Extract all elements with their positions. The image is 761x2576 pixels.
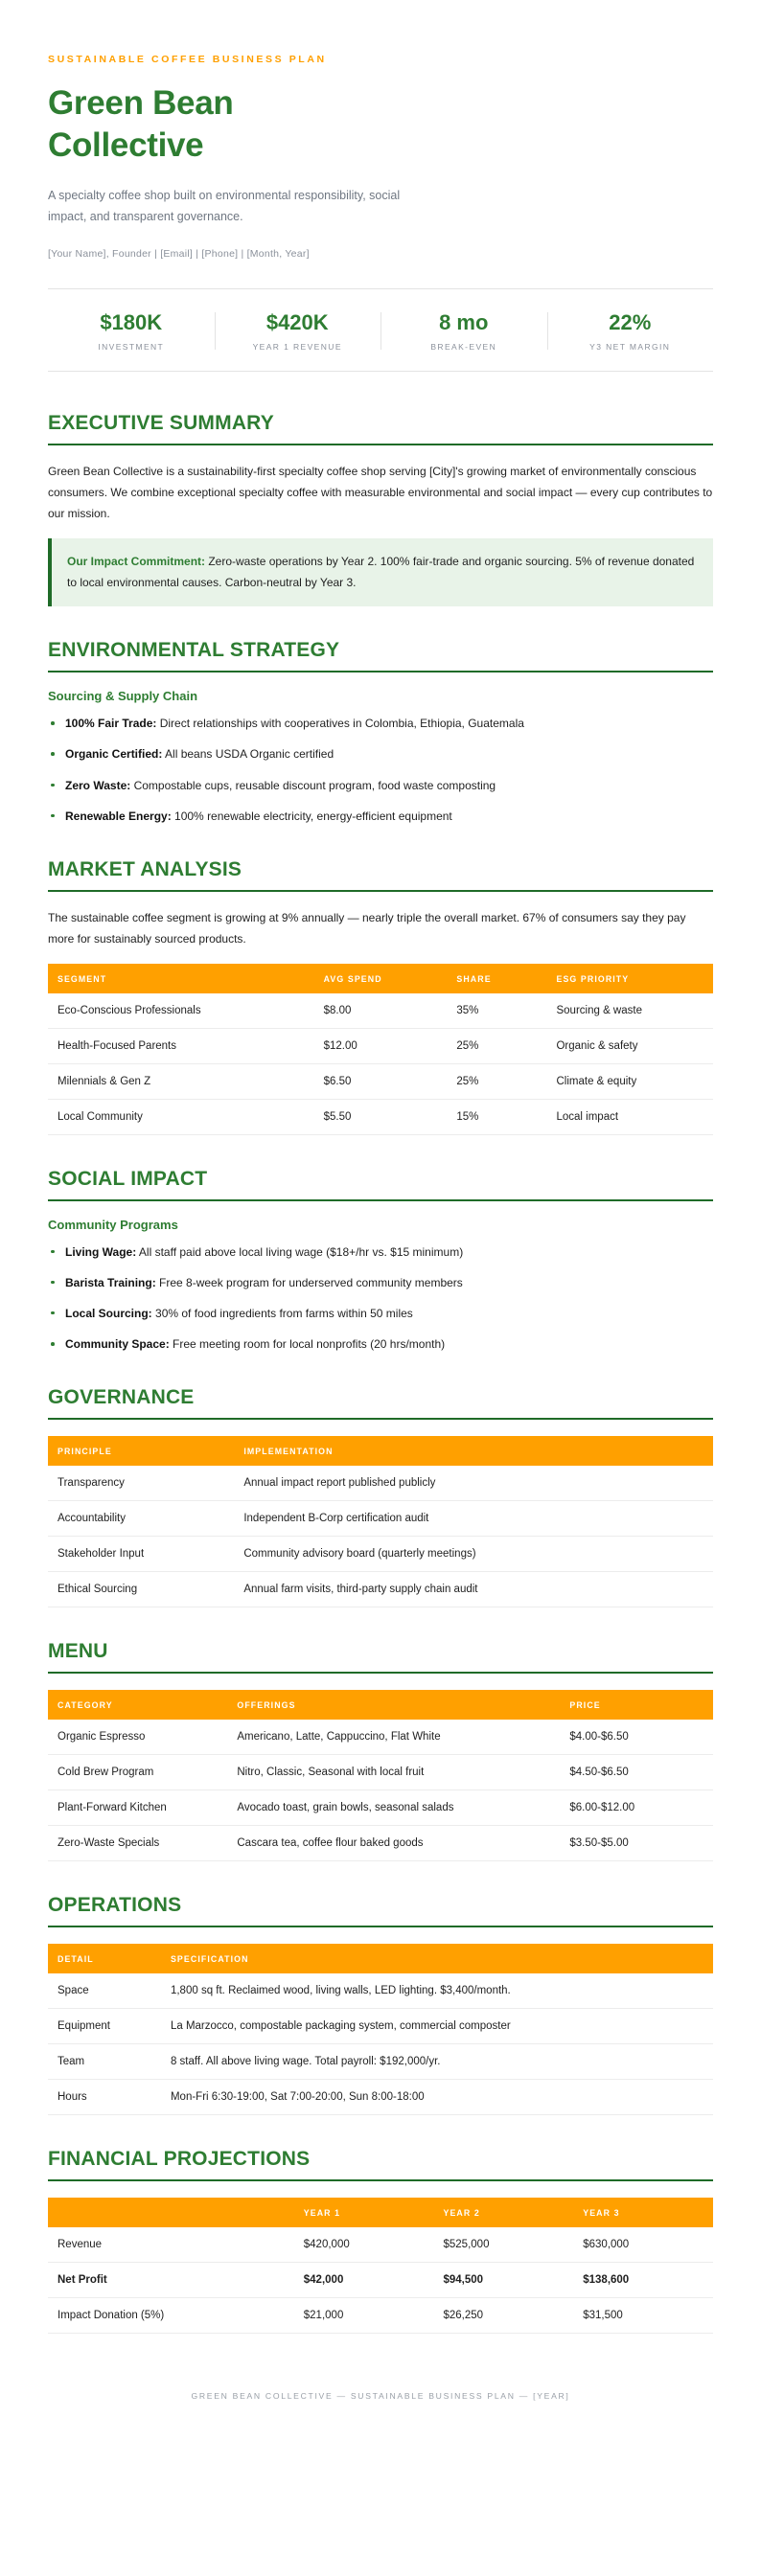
table-row (48, 1028, 713, 1063)
table-cell: Ethical Sourcing (48, 1572, 234, 1607)
table-cell: Space (48, 1973, 161, 2009)
menu-table (48, 1690, 713, 1861)
column-header: PRINCIPLE (48, 1436, 234, 1466)
page-title: Green Bean Collective (48, 84, 234, 165)
section-heading: OPERATIONS (48, 1894, 182, 1917)
table-row (48, 2009, 713, 2044)
list-item (48, 1274, 713, 1292)
section-heading: EXECUTIVE SUMMARY (48, 412, 274, 435)
bullet-label: Community Space: (65, 1337, 170, 1352)
environmental-bullet-list (48, 715, 713, 826)
section-divider (48, 1672, 713, 1674)
table-row (48, 1755, 713, 1790)
bullet-label: Zero Waste: (65, 778, 131, 792)
table-cell: $420,000 (294, 2227, 434, 2263)
market-segments-table (48, 964, 713, 1135)
section-divider (48, 2179, 713, 2181)
document-footer: GREEN BEAN COLLECTIVE — SUSTAINABLE BUSINESS PLAN — [YEAR] (191, 2391, 570, 2402)
callout-text: Zero-waste operations by Year 2. 100% fair-trade and organic sourcing. 5% of revenue donated to local environmental causes. Carbon-neutral by Year 3. (67, 554, 695, 589)
table-cell: La Marzocco, compostable packaging system, commercial composter (161, 2009, 713, 2044)
bullet-label: Barista Training: (65, 1275, 156, 1289)
table-row (48, 993, 713, 1029)
bullet-label: Local Sourcing: (65, 1306, 152, 1320)
column-header: SHARE (447, 964, 546, 993)
table-cell: Health-Focused Parents (48, 1028, 314, 1063)
table-header-row (48, 964, 713, 993)
table-row (48, 2298, 713, 2334)
bullet-text: 100% renewable electricity, energy-efficient equipment (171, 809, 452, 823)
table-cell: Hours (48, 2080, 161, 2115)
table-cell: $4.00-$6.50 (560, 1720, 713, 1755)
list-item (48, 1243, 713, 1262)
section-heading: SOCIAL IMPACT (48, 1167, 208, 1190)
table-cell: 25% (447, 1063, 546, 1099)
list-item (48, 715, 713, 733)
table-cell: $3.50-$5.00 (560, 1826, 713, 1861)
document-eyebrow: SUSTAINABLE COFFEE BUSINESS PLAN (48, 54, 327, 65)
column-header: DETAIL (48, 1944, 161, 1973)
stat-year-1-revenue (215, 310, 381, 352)
stat-value: $420K (265, 310, 329, 335)
table-cell: $21,000 (294, 2298, 434, 2334)
section-heading: GOVERNANCE (48, 1386, 195, 1409)
table-header-row (48, 1690, 713, 1720)
section-divider (48, 1418, 713, 1420)
table-cell: Community advisory board (quarterly meetings) (234, 1537, 713, 1572)
section-environmental-strategy (48, 639, 713, 826)
section-social-impact (48, 1168, 713, 1355)
list-item (48, 777, 713, 795)
column-header: IMPLEMENTATION (234, 1436, 713, 1466)
table-cell: Impact Donation (5%) (48, 2298, 294, 2334)
table-cell: $12.00 (314, 1028, 448, 1063)
governance-table (48, 1436, 713, 1607)
section-paragraph: Green Bean Collective is a sustainability-first specialty coffee shop serving [City]'s growing market of environmentally conscious consumers. We combine exceptional specialty coffee with measurable environmental and social impact — every cup contributes to our mission. (48, 465, 713, 521)
list-item (48, 745, 713, 764)
column-header: ESG PRIORITY (546, 964, 713, 993)
table-cell: $138,600 (573, 2263, 713, 2298)
stat-label: BREAK-EVEN (430, 342, 497, 353)
table-cell: 35% (447, 993, 546, 1029)
table-row (48, 1537, 713, 1572)
subsection-heading: Community Programs (48, 1217, 178, 1232)
operations-table (48, 1944, 713, 2115)
table-cell: $94,500 (434, 2263, 574, 2298)
table-cell: Avocado toast, grain bowls, seasonal salads (227, 1790, 560, 1826)
bullet-label: Organic Certified: (65, 747, 163, 762)
table-cell: $4.50-$6.50 (560, 1755, 713, 1790)
bullet-text: Direct relationships with cooperatives in Colombia, Ethiopia, Guatemala (156, 717, 524, 731)
table-cell: Organic & safety (546, 1028, 713, 1063)
stat-y3-net-margin (547, 310, 714, 352)
table-header-row (48, 1944, 713, 1973)
table-cell: Independent B-Corp certification audit (234, 1501, 713, 1537)
stat-value: 22% (609, 310, 652, 335)
table-cell: Local Community (48, 1099, 314, 1134)
table-cell: $6.00-$12.00 (560, 1790, 713, 1826)
stat-label: Y3 NET MARGIN (589, 342, 671, 353)
table-row (48, 2044, 713, 2080)
bullet-text: Compostable cups, reusable discount program, food waste composting (130, 778, 496, 792)
list-item (48, 808, 713, 826)
table-cell: $31,500 (573, 2298, 713, 2334)
table-cell: Cascara tea, coffee flour baked goods (227, 1826, 560, 1861)
table-cell: Local impact (546, 1099, 713, 1134)
section-governance (48, 1386, 713, 1607)
section-heading: ENVIRONMENTAL STRATEGY (48, 639, 340, 662)
table-cell: Equipment (48, 2009, 161, 2044)
column-header: AVG SPEND (314, 964, 448, 993)
table-cell: $26,250 (434, 2298, 574, 2334)
bullet-label: Living Wage: (65, 1244, 137, 1259)
section-heading: MENU (48, 1640, 108, 1663)
column-header: YEAR 2 (434, 2198, 574, 2227)
section-heading: MARKET ANALYSIS (48, 857, 242, 880)
column-header: PRICE (560, 1690, 713, 1720)
stat-label: YEAR 1 REVENUE (252, 342, 342, 353)
table-cell: Net Profit (48, 2263, 294, 2298)
bullet-text: Free meeting room for local nonprofits (20 hrs/month) (169, 1337, 446, 1352)
column-header: SEGMENT (48, 964, 314, 993)
table-row (48, 1466, 713, 1501)
table-cell: Climate & equity (546, 1063, 713, 1099)
section-executive-summary (48, 412, 713, 606)
section-market-analysis (48, 858, 713, 1135)
table-cell: Team (48, 2044, 161, 2080)
table-row (48, 1790, 713, 1826)
section-divider (48, 671, 713, 672)
section-operations (48, 1894, 713, 2115)
stat-break-even (380, 310, 547, 352)
table-row (48, 1572, 713, 1607)
column-header: OFFERINGS (227, 1690, 560, 1720)
table-cell: $8.00 (314, 993, 448, 1029)
table-cell: $525,000 (434, 2227, 574, 2263)
bullet-text: Free 8-week program for underserved community members (155, 1275, 463, 1289)
section-menu (48, 1640, 713, 1861)
section-paragraph: The sustainable coffee segment is growing at 9% annually — nearly triple the overall market. 67% of consumers say they pay more for sustainably sourced products. (48, 910, 686, 946)
cover-header (48, 54, 713, 260)
table-row (48, 1099, 713, 1134)
table-cell: Accountability (48, 1501, 234, 1537)
column-header: YEAR 3 (573, 2198, 713, 2227)
table-cell: Cold Brew Program (48, 1755, 227, 1790)
table-cell: 25% (447, 1028, 546, 1063)
stat-label: INVESTMENT (98, 342, 165, 353)
document-tagline: A specialty coffee shop built on environmental responsibility, social impact, and transparent governance. (48, 189, 401, 223)
table-cell: $630,000 (573, 2227, 713, 2263)
section-financial-projections (48, 2148, 713, 2334)
subsection-heading: Sourcing & Supply Chain (48, 689, 198, 704)
table-cell: 15% (447, 1099, 546, 1134)
table-cell: Milennials & Gen Z (48, 1063, 314, 1099)
bullet-label: 100% Fair Trade: (65, 717, 157, 731)
section-divider (48, 1926, 713, 1927)
table-row (48, 2227, 713, 2263)
column-header: CATEGORY (48, 1690, 227, 1720)
bullet-text: 30% of food ingredients from farms within 50 miles (151, 1306, 413, 1320)
section-divider (48, 1199, 713, 1201)
table-cell: Organic Espresso (48, 1720, 227, 1755)
table-row (48, 1501, 713, 1537)
community-programs-list (48, 1243, 713, 1355)
table-cell: 1,800 sq ft. Reclaimed wood, living walls, LED lighting. $3,400/month. (161, 1973, 713, 2009)
table-row (48, 1973, 713, 2009)
section-heading: FINANCIAL PROJECTIONS (48, 2148, 311, 2171)
table-row (48, 1063, 713, 1099)
table-header-row (48, 1436, 713, 1466)
section-divider (48, 444, 713, 445)
stat-investment (48, 310, 215, 352)
author-byline: [Your Name], Founder | [Email] | [Phone] | [Month, Year] (48, 248, 310, 261)
table-cell: Sourcing & waste (546, 993, 713, 1029)
table-row (48, 1826, 713, 1861)
section-divider (48, 890, 713, 892)
financial-projections-table (48, 2198, 713, 2334)
impact-commitment-callout (48, 538, 713, 606)
column-header: YEAR 1 (294, 2198, 434, 2227)
column-header (48, 2198, 294, 2227)
table-header-row (48, 2198, 713, 2227)
table-cell: Nitro, Classic, Seasonal with local fruit (227, 1755, 560, 1790)
table-cell: Plant-Forward Kitchen (48, 1790, 227, 1826)
table-cell: Eco-Conscious Professionals (48, 993, 314, 1029)
stat-value: 8 mo (439, 310, 489, 335)
table-cell: $6.50 (314, 1063, 448, 1099)
table-cell: Stakeholder Input (48, 1537, 234, 1572)
table-cell: Americano, Latte, Cappuccino, Flat White (227, 1720, 560, 1755)
table-cell: $5.50 (314, 1099, 448, 1134)
stat-value: $180K (100, 310, 163, 335)
table-row (48, 2080, 713, 2115)
table-cell: Mon-Fri 6:30-19:00, Sat 7:00-20:00, Sun 8:00-18:00 (161, 2080, 713, 2115)
table-cell: Annual farm visits, third-party supply chain audit (234, 1572, 713, 1607)
callout-label: Our Impact Commitment: (67, 554, 206, 568)
list-item (48, 1305, 713, 1323)
key-metrics-bar (48, 288, 713, 372)
column-header: SPECIFICATION (161, 1944, 713, 1973)
table-cell: 8 staff. All above living wage. Total payroll: $192,000/yr. (161, 2044, 713, 2080)
table-row (48, 1720, 713, 1755)
table-row (48, 2263, 713, 2298)
bullet-text: All beans USDA Organic certified (162, 747, 334, 762)
list-item (48, 1335, 713, 1354)
table-cell: Annual impact report published publicly (234, 1466, 713, 1501)
table-cell: Revenue (48, 2227, 294, 2263)
bullet-label: Renewable Energy: (65, 809, 172, 823)
table-cell: $42,000 (294, 2263, 434, 2298)
bullet-text: All staff paid above local living wage ($18+/hr vs. $15 minimum) (136, 1244, 464, 1259)
table-cell: Zero-Waste Specials (48, 1826, 227, 1861)
table-cell: Transparency (48, 1466, 234, 1501)
